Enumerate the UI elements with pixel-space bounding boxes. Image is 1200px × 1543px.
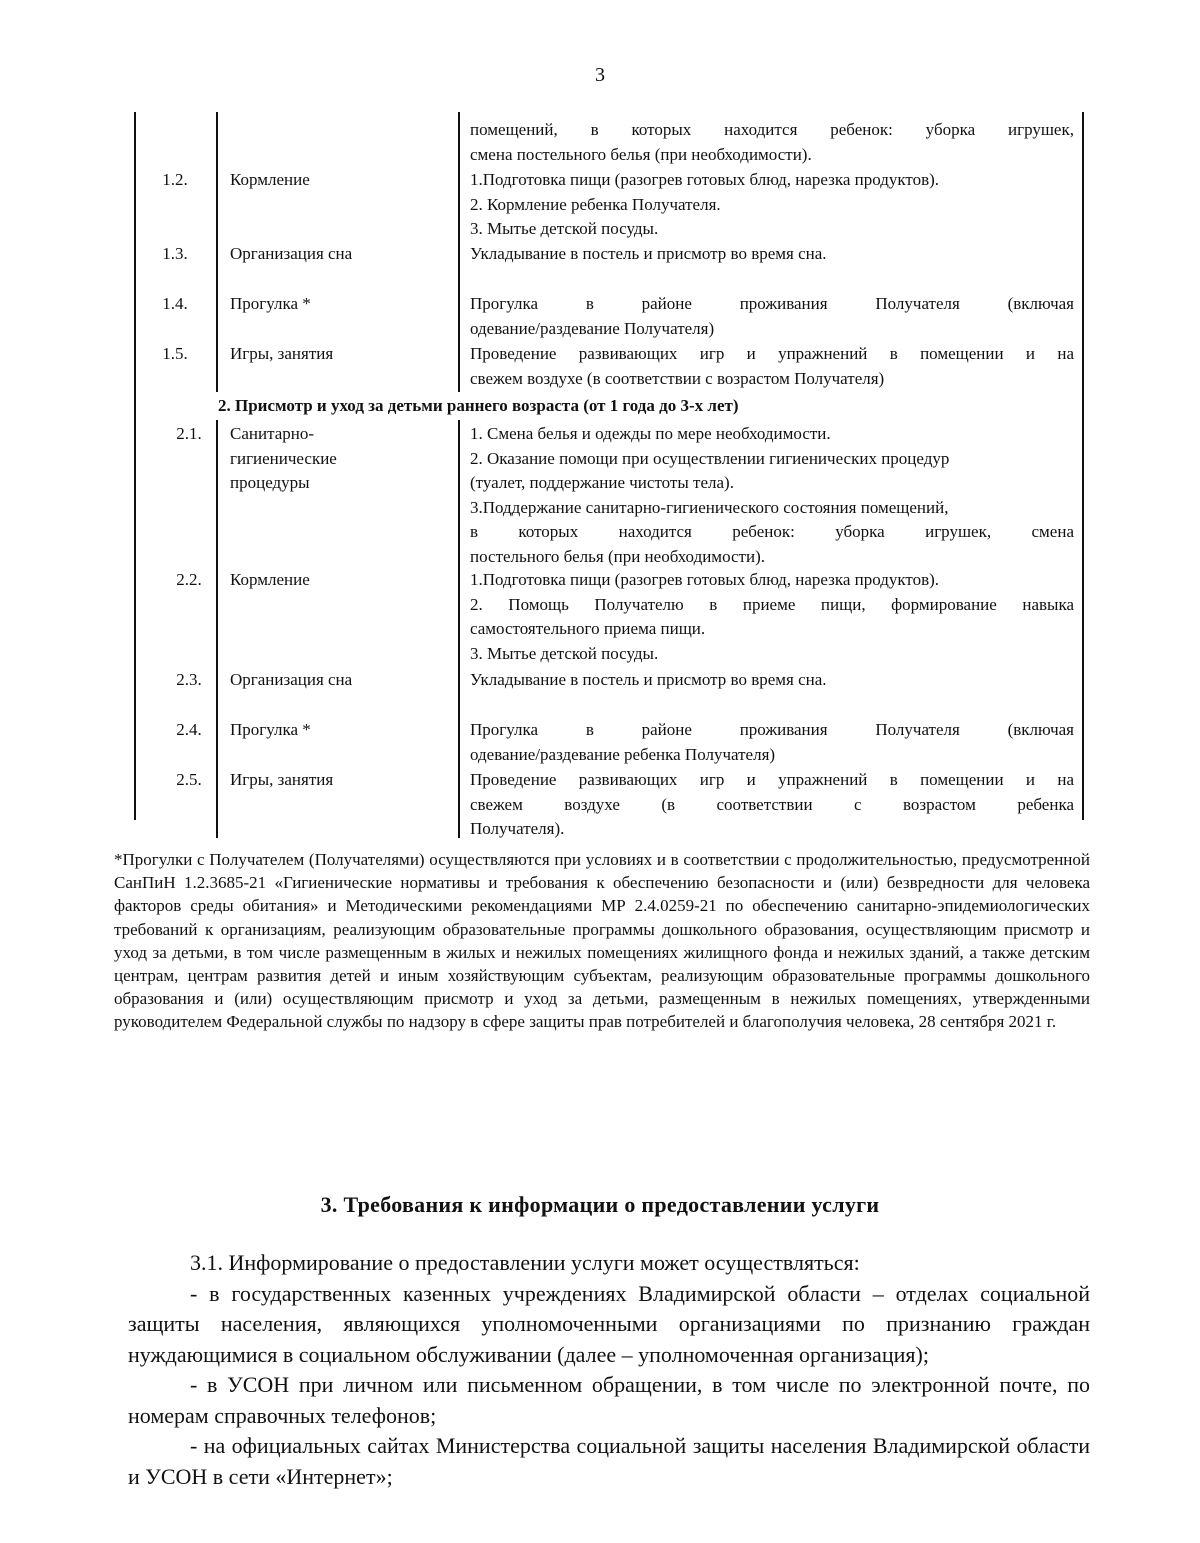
row-service-name: Организация сна bbox=[230, 670, 353, 689]
row-description: 1.Подготовка пищи (разогрев готовых блюд, нарезка продуктов). 2. Помощь Получателю в приеме пищи, формирование навыка самостоятельного приема пищи. 3. Мытье детской посуды. bbox=[470, 570, 1074, 663]
row-description: 1.Подготовка пищи (разогрев готовых блюд, нарезка продуктов). 2. Кормление ребенка Получателя. 3. Мытье детской посуды. bbox=[470, 170, 940, 239]
table-border-left bbox=[134, 112, 136, 820]
row-description: Прогулка в районе проживания Получателя (включая одевание/раздевание ребенка Получателя) bbox=[470, 720, 1074, 764]
row-description: Прогулка в районе проживания Получателя (включая одевание/раздевание Получателя) bbox=[470, 294, 1074, 338]
paragraph: - в УСОН при личном или письменном обращении, в том числе по электронной почте, по номерам справочных телефонов; bbox=[128, 1372, 1090, 1428]
row-number: 2.1. bbox=[176, 424, 202, 443]
section-body bbox=[128, 1248, 1090, 1492]
table-border-col2 bbox=[216, 112, 218, 392]
row-number: 2.2. bbox=[176, 570, 202, 589]
row-number: 1.2. bbox=[162, 170, 188, 189]
row-service-name: Санитарно-гигиенические процедуры bbox=[230, 424, 337, 493]
row-number: 1.4. bbox=[162, 294, 188, 313]
row-service-name: Кормление bbox=[230, 570, 310, 589]
table-border-right bbox=[1082, 112, 1084, 820]
row-number: 1.3. bbox=[162, 244, 188, 263]
row-service-name: Игры, занятия bbox=[230, 344, 334, 363]
row-description: 1. Смена белья и одежды по мере необходимости. 2. Оказание помощи при осуществлении гигиенических процедур (туалет, поддержание чистоты тела). 3.Поддержание санитарно-гигиенического состояния помещений, в которых находится ребенок: уборка игрушек, смена постельного белья (при необходимости). bbox=[470, 424, 1074, 566]
row-service-name: Организация сна bbox=[230, 244, 353, 263]
row-number: 2.5. bbox=[176, 770, 202, 789]
table-border-col3-lower bbox=[458, 420, 460, 838]
section-heading: 3. Требования к информации о предоставлении услуги bbox=[320, 1192, 880, 1217]
row-number: 1.5. bbox=[162, 344, 188, 363]
footnote: *Прогулки с Получателем (Получателями) осуществляются при условиях и в соответствии с продолжительностью, предусмотренной СанПиН 1.2.3685-21 «Гигиенические нормативы и требования к обеспечению безопасности и (или) безвредности для человека факторов среды обитания» и Методическими рекомендациями МР 2.4.0259-21 по обеспечению санитарно-эпидемиологических требований к организациям, реализующим образовательные программы дошкольного образования, осуществляющим присмотр и уход за детьми, в том числе размещенным в жилых и нежилых помещениях жилищного фонда и нежилых зданий, а также детским центрам, центрам развития детей и иным хозяйствующим субъектам, реализующим образовательные программы дошкольного образования и (или) осуществляющим присмотр и уход за детьми, размещенным в нежилых помещениях, утвержденными руководителем Федеральной службы по надзору в сфере защиты прав потребителей и благополучия человека, 28 сентября 2021 г. bbox=[114, 850, 1090, 1032]
services-table bbox=[134, 112, 1086, 838]
row-service-name: Прогулка * bbox=[230, 294, 311, 313]
row-service-name: Кормление bbox=[230, 170, 310, 189]
paragraph: 3.1. Информирование о предоставлении услуги может осуществляться: bbox=[190, 1250, 860, 1275]
row-description: Укладывание в постель и присмотр во время сна. bbox=[470, 244, 827, 263]
row-description: Проведение развивающих игр и упражнений в помещении и на свежем воздухе (в соответствии с возрастом ребенка Получателя). bbox=[470, 770, 1074, 839]
section-title: 2. Присмотр и уход за детьми раннего возраста (от 1 года до 3-х лет) bbox=[218, 396, 739, 415]
row-description: Укладывание в постель и присмотр во время сна. bbox=[470, 670, 827, 689]
page-number: 3 bbox=[595, 64, 605, 86]
row-service-name: Игры, занятия bbox=[230, 770, 334, 789]
paragraph: - на официальных сайтах Министерства социальной защиты населения Владимирской области и УСОН в сети «Интернет»; bbox=[128, 1433, 1090, 1489]
row-service-name: Прогулка * bbox=[230, 720, 311, 739]
row-number: 2.4. bbox=[176, 720, 202, 739]
row-number: 2.3. bbox=[176, 670, 202, 689]
row-description: помещений, в которых находится ребенок: уборка игрушек, смена постельного белья (при необходимости). bbox=[470, 120, 1074, 164]
row-description: Проведение развивающих игр и упражнений в помещении и на свежем воздухе (в соответствии с возрастом Получателя) bbox=[470, 344, 1074, 388]
table-border-col3 bbox=[458, 112, 460, 392]
paragraph: - в государственных казенных учреждениях Владимирской области – отделах социальной защиты населения, являющихся уполномоченными организациями по признанию граждан нуждающимися в социальном обслуживании (далее – уполномоченная организация); bbox=[128, 1280, 1090, 1367]
